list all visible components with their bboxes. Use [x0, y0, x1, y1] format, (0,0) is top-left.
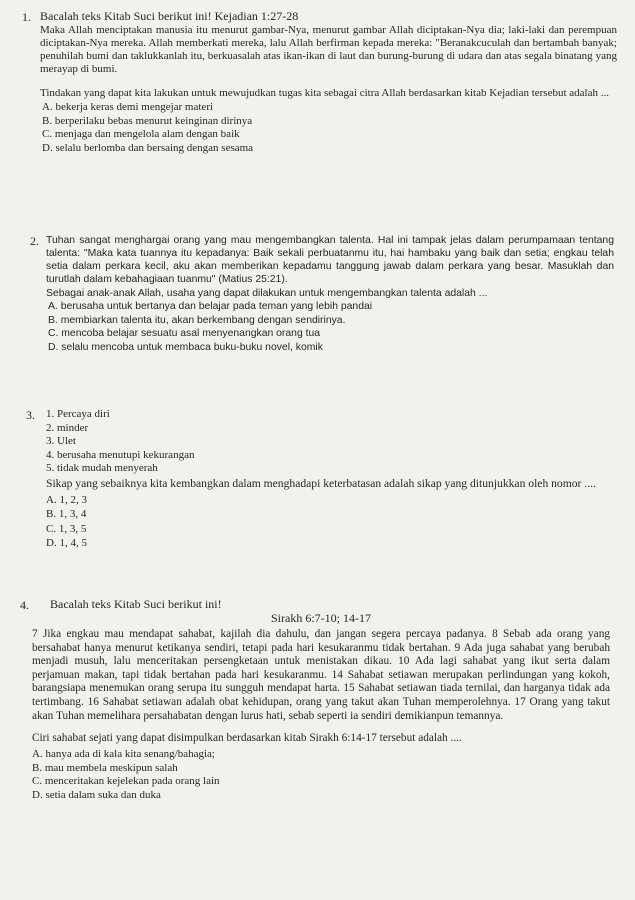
option-d[interactable]: D. setia dalam suka dan duka [32, 788, 161, 801]
scripture-reference: Sirakh 6:7-10; 14-17 [271, 611, 371, 625]
question-number: 2. [30, 234, 39, 248]
option-b[interactable]: B. berperilaku bebas menurut keinginan dirinya [42, 114, 253, 127]
question-text: Ciri sahabat sejati yang dapat disimpulkan berdasarkan kitab Sirakh 6:14-17 tersebut adalah .... [32, 732, 462, 745]
question-number: 3. [26, 408, 35, 422]
question-title: Bacalah teks Kitab Suci berikut ini! Kejadian 1:27-28 [40, 9, 299, 23]
option-c[interactable]: C. menceritakan kejelekan pada orang lain [32, 775, 220, 788]
option-d[interactable]: D. 1, 4, 5 [46, 537, 87, 549]
question-text: Sebagai anak-anak Allah, usaha yang dapat dilakukan untuk mengembangkan talenta adalah ... [46, 288, 488, 299]
scripture-passage: 7 Jika engkau mau mendapat sahabat, kajilah dia dahulu, dan jangan segera percaya padanya. 8 Sebab ada orang yang bersahabat hanya menurut ketikanya sendiri, tetapi pada hari kesukaranmu tidak bertahan. 9 Ada juga sahabat yang berubah menjadi musuh, lalu menceritakan persengketaan untuk menistakan dikau. 10 Ada lagi sahabat yang ikut serta dalam perjamuan makan, tapi tidak bertahan pada hari kesukaranmu. 14 Sahabat setiawan merupakan perlindungan yang kokoh, barangsiapa menemukan orang serupa itu sungguh mendapat harta. 15 Sahabat setiawan tiada ternilai, dan harganya tidak ada tertimbang. 16 Sahabat setiawan adalah obat kehidupan, orang yang takut akan Tuhan memperolehnya. 17 Orang yang takut akan Tuhan memelihara persahabatan dengan lurus hati, sebab seperti ia sendiri demikianpun temannya. [32, 628, 610, 722]
list-item: 3. Ulet [46, 435, 76, 447]
option-b[interactable]: B. mau membela meskipun salah [32, 761, 178, 774]
list-item: 1. Percaya diri [46, 408, 110, 420]
option-a[interactable]: A. 1, 2, 3 [46, 493, 87, 506]
option-a[interactable]: A. bekerja keras demi mengejar materi [42, 101, 214, 113]
list-item: 4. berusaha menutupi kekurangan [46, 448, 195, 461]
option-d[interactable]: D. selalu berlomba dan bersaing dengan sesama [42, 141, 254, 154]
option-b[interactable]: B. membiarkan talenta itu, akan berkembang dengan sendirinya. [48, 314, 346, 326]
option-a[interactable]: A. berusaha untuk bertanya dan belajar pada teman yang lebih pandai [48, 301, 373, 312]
question-title: Bacalah teks Kitab Suci berikut ini! [50, 597, 222, 611]
scripture-passage: Maka Allah menciptakan manusia itu menurut gambar-Nya, menurut gambar Allah diciptakan-Nya dia; laki-laki dan perempuan diciptakan-Nya mereka. Allah memberkati mereka, lalu Allah berfirman kepada mereka: "Beranakcuculah dan bertambah banyak; penuhilah bumi dan taklukkanlah itu, berkuasalah atas ikan-ikan di laut dan burung-burung di udara dan atas segala binatang yang merayap di bumi. [40, 24, 617, 75]
question-number: 4. [20, 598, 29, 612]
list-item: 5. tidak mudah menyerah [46, 462, 158, 474]
scripture-passage: Tuhan sangat menghargai orang yang mau mengembangkan talenta. Hal ini tampak jelas dalam perumpamaan tentang talenta: "Maka kata tuannya itu kepadanya: Baik sekali perbuatanmu itu, hai hambaku yang baik dan setia; engkau telah setia dalam perkara kecil, aku akan memberikan kepadamu tanggung jawab dalam perkara yang besar. Masuklah dan turutlah dalam kebahagiaan tuanmu" (Matius 25:21). [46, 235, 614, 285]
question-text: Sikap yang sebaiknya kita kembangkan dalam menghadapi keterbatasan adalah sikap yang ditunjukkan oleh nomor .... [46, 476, 596, 490]
list-item: 2. minder [46, 421, 89, 434]
option-a[interactable]: A. hanya ada di kala kita senang/bahagia; [32, 748, 215, 761]
option-b[interactable]: B. 1, 3, 4 [46, 508, 87, 520]
option-c[interactable]: C. mencoba belajar sesuatu asal menyenangkan orang tua [48, 328, 321, 339]
question-number: 1. [22, 10, 31, 24]
question-text: Tindakan yang dapat kita lakukan untuk mewujudkan tugas kita sebagai citra Allah berdasarkan kitab Kejadian tersebut adalah ... [40, 87, 609, 99]
option-c[interactable]: C. 1, 3, 5 [46, 522, 87, 535]
option-c[interactable]: C. menjaga dan mengelola alam dengan baik [42, 128, 240, 140]
option-d[interactable]: D. selalu mencoba untuk membaca buku-buku novel, komik [48, 341, 323, 353]
